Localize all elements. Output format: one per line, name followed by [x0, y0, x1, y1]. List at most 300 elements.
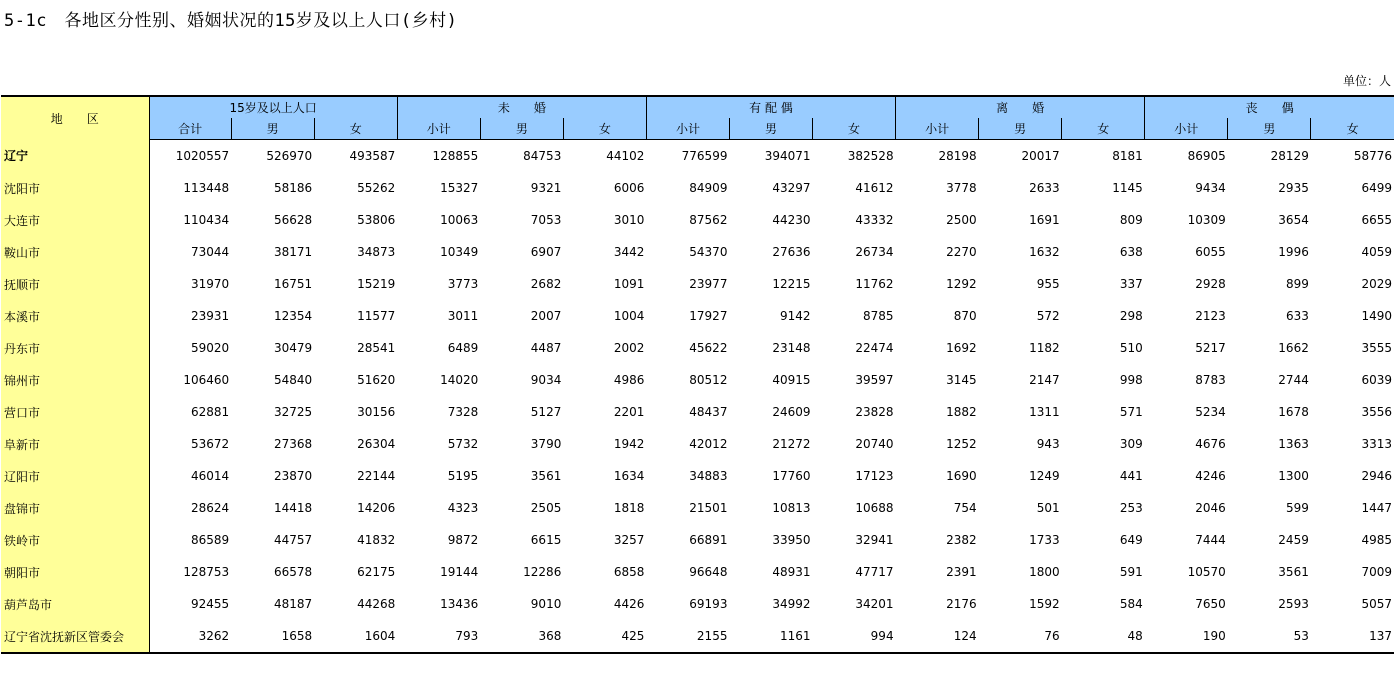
value-cell-unmarried-subtotal: 13436: [440, 597, 479, 611]
value-cell-married-female: 11762: [855, 277, 894, 291]
value-cell-unmarried-male: 5127: [530, 405, 562, 419]
value-cell-divorced-subtotal: 1292: [946, 277, 977, 291]
value-cell-unmarried-subtotal: 9872: [447, 533, 479, 547]
header-row-subs: [1, 118, 1394, 140]
value-cell-unmarried-female: 4426: [613, 597, 645, 611]
table-row: [1, 300, 1394, 332]
table-row: [1, 588, 1394, 620]
value-cell-total-subtotal: 62881: [190, 405, 230, 419]
value-cell-married-male: 27636: [772, 245, 811, 259]
value-cell-widowed-female: 2946: [1361, 469, 1392, 483]
value-cell-unmarried-male: 6615: [530, 533, 562, 547]
value-cell-unmarried-subtotal: 3011: [447, 309, 479, 323]
value-cell-divorced-female: 48: [1062, 620, 1145, 653]
sub-header-widowed-male: 男: [1228, 118, 1311, 140]
value-cell-widowed-female: 6039: [1361, 373, 1392, 387]
value-cell-unmarried-female: 1004: [613, 309, 645, 323]
value-cell-total-female: 53806: [357, 213, 396, 227]
value-cell-married-female: 20740: [855, 437, 894, 451]
value-cell-widowed-male: 1996: [1278, 245, 1309, 259]
value-cell-married-subtotal: 66891: [689, 533, 728, 547]
value-cell-unmarried-subtotal: 10063: [440, 213, 479, 227]
value-cell-married-subtotal: 45622: [689, 341, 728, 355]
region-cell: 鞍山市: [1, 236, 149, 268]
sub-header-total-subtotal: 合计: [149, 118, 231, 140]
value-cell-married-subtotal: 2155: [646, 620, 729, 653]
table-row: [1, 332, 1394, 364]
value-cell-divorced-female: 253: [1119, 501, 1143, 515]
region-cell: 葫芦岛市: [1, 588, 149, 620]
value-cell-widowed-subtotal: 4246: [1195, 469, 1226, 483]
value-cell-unmarried-subtotal: 128855: [432, 149, 479, 163]
value-cell-divorced-subtotal: 28198: [938, 149, 977, 163]
value-cell-total-subtotal: 3262: [149, 620, 231, 653]
table-row: [1, 492, 1394, 524]
value-cell-divorced-male: 1733: [1029, 533, 1060, 547]
value-cell-married-male: 40915: [772, 373, 811, 387]
value-cell-total-female: 493587: [349, 149, 396, 163]
value-cell-widowed-female: 4059: [1361, 245, 1392, 259]
table-row: [1, 364, 1394, 396]
value-cell-total-subtotal: 53672: [190, 437, 230, 451]
value-cell-total-female: 44268: [357, 597, 396, 611]
value-cell-unmarried-male: 9321: [530, 181, 562, 195]
unit-label: 单位：人: [1342, 74, 1391, 88]
group-header-married: 有 配 偶: [646, 96, 895, 118]
value-cell-married-subtotal: 34883: [689, 469, 728, 483]
region-cell: 抚顺市: [1, 268, 149, 300]
value-cell-widowed-male: 2744: [1278, 373, 1309, 387]
value-cell-married-male: 21272: [772, 437, 811, 451]
value-cell-divorced-subtotal: 3145: [946, 373, 977, 387]
value-cell-widowed-male: 2459: [1278, 533, 1309, 547]
value-cell-widowed-male: 1678: [1278, 405, 1309, 419]
value-cell-divorced-subtotal: 1692: [946, 341, 977, 355]
sub-header-total-male: 男: [231, 118, 314, 140]
value-cell-married-subtotal: 42012: [689, 437, 728, 451]
value-cell-widowed-subtotal: 7444: [1195, 533, 1226, 547]
value-cell-married-subtotal: 96648: [689, 565, 728, 579]
region-cell: 盘锦市: [1, 492, 149, 524]
value-cell-widowed-male: 1300: [1278, 469, 1309, 483]
value-cell-married-subtotal: 17927: [689, 309, 728, 323]
sub-header-total-female: 女: [314, 118, 397, 140]
region-cell: 营口市: [1, 396, 149, 428]
value-cell-total-subtotal: 31970: [190, 277, 230, 291]
value-cell-total-subtotal: 86589: [190, 533, 230, 547]
value-cell-unmarried-male: 4487: [530, 341, 562, 355]
sub-header-unmarried-female: 女: [563, 118, 646, 140]
value-cell-unmarried-female: 2201: [613, 405, 645, 419]
value-cell-divorced-subtotal: 124: [896, 620, 979, 653]
value-cell-unmarried-female: 1091: [613, 277, 645, 291]
value-cell-unmarried-subtotal: 7328: [447, 405, 479, 419]
value-cell-divorced-subtotal: 1252: [946, 437, 977, 451]
value-cell-widowed-female: 137: [1311, 620, 1394, 653]
value-cell-total-male: 23870: [274, 469, 313, 483]
value-cell-divorced-female: 638: [1119, 245, 1143, 259]
region-cell: 朝阳市: [1, 556, 149, 588]
value-cell-total-male: 30479: [274, 341, 313, 355]
value-cell-unmarried-female: 425: [563, 620, 646, 653]
value-cell-married-female: 23828: [855, 405, 894, 419]
value-cell-unmarried-male: 9034: [530, 373, 562, 387]
value-cell-unmarried-subtotal: 6489: [447, 341, 479, 355]
table-row: [1, 524, 1394, 556]
value-cell-total-subtotal: 28624: [190, 501, 230, 515]
value-cell-married-subtotal: 776599: [681, 149, 728, 163]
value-cell-divorced-subtotal: 2500: [946, 213, 977, 227]
value-cell-unmarried-subtotal: 5732: [447, 437, 479, 451]
value-cell-divorced-female: 584: [1119, 597, 1143, 611]
table-header: [1, 96, 1394, 140]
value-cell-married-female: 32941: [855, 533, 894, 547]
value-cell-widowed-male: 2935: [1278, 181, 1309, 195]
table-row: [1, 460, 1394, 492]
value-cell-total-female: 15219: [357, 277, 396, 291]
value-cell-total-male: 14418: [274, 501, 313, 515]
value-cell-total-male: 48187: [274, 597, 313, 611]
value-cell-divorced-male: 955: [1036, 277, 1060, 291]
value-cell-widowed-female: 1490: [1361, 309, 1392, 323]
region-cell: 铁岭市: [1, 524, 149, 556]
region-header: 地 区: [1, 96, 149, 140]
value-cell-total-subtotal: 73044: [190, 245, 230, 259]
value-cell-widowed-female: 6655: [1361, 213, 1392, 227]
value-cell-divorced-subtotal: 754: [953, 501, 977, 515]
value-cell-divorced-female: 591: [1119, 565, 1143, 579]
value-cell-married-male: 48931: [772, 565, 811, 579]
value-cell-divorced-male: 2633: [1029, 181, 1060, 195]
value-cell-total-male: 16751: [274, 277, 313, 291]
value-cell-married-male: 44230: [772, 213, 811, 227]
table-row: [1, 620, 1394, 653]
value-cell-unmarried-male: 9010: [530, 597, 562, 611]
value-cell-widowed-female: 58776: [1353, 149, 1392, 163]
value-cell-unmarried-male: 2682: [530, 277, 562, 291]
value-cell-total-subtotal: 92455: [190, 597, 230, 611]
value-cell-total-subtotal: 113448: [183, 181, 230, 195]
value-cell-married-female: 382528: [847, 149, 894, 163]
value-cell-total-female: 41832: [357, 533, 396, 547]
value-cell-total-male: 66578: [274, 565, 313, 579]
value-cell-widowed-subtotal: 190: [1145, 620, 1228, 653]
value-cell-married-female: 41612: [855, 181, 894, 195]
value-cell-married-male: 10813: [772, 501, 811, 515]
value-cell-widowed-subtotal: 5217: [1195, 341, 1226, 355]
sub-header-divorced-male: 男: [979, 118, 1062, 140]
value-cell-total-subtotal: 23931: [190, 309, 230, 323]
table-body: [1, 140, 1394, 654]
value-cell-married-male: 1161: [729, 620, 812, 653]
value-cell-divorced-male: 1311: [1029, 405, 1060, 419]
value-cell-total-subtotal: 110434: [183, 213, 230, 227]
value-cell-divorced-female: 510: [1119, 341, 1143, 355]
value-cell-divorced-male: 501: [1036, 501, 1060, 515]
value-cell-total-female: 26304: [357, 437, 396, 451]
value-cell-divorced-female: 809: [1119, 213, 1143, 227]
value-cell-widowed-female: 3313: [1361, 437, 1392, 451]
table-row: [1, 268, 1394, 300]
region-cell: 锦州市: [1, 364, 149, 396]
value-cell-divorced-female: 998: [1119, 373, 1143, 387]
value-cell-unmarried-male: 3790: [530, 437, 562, 451]
value-cell-total-male: 44757: [274, 533, 313, 547]
value-cell-divorced-male: 1249: [1029, 469, 1060, 483]
sub-header-widowed-female: 女: [1311, 118, 1394, 140]
value-cell-widowed-subtotal: 2046: [1195, 501, 1226, 515]
value-cell-married-subtotal: 84909: [689, 181, 728, 195]
value-cell-widowed-female: 6499: [1361, 181, 1392, 195]
value-cell-married-subtotal: 23977: [689, 277, 728, 291]
value-cell-total-female: 34873: [357, 245, 396, 259]
table-row: [1, 428, 1394, 460]
value-cell-unmarried-subtotal: 14020: [440, 373, 479, 387]
value-cell-divorced-female: 8181: [1112, 149, 1143, 163]
value-cell-widowed-male: 1662: [1278, 341, 1309, 355]
value-cell-total-female: 22144: [357, 469, 396, 483]
value-cell-married-female: 26734: [855, 245, 894, 259]
value-cell-divorced-female: 441: [1119, 469, 1143, 483]
value-cell-unmarried-subtotal: 5195: [447, 469, 479, 483]
value-cell-total-female: 1604: [314, 620, 397, 653]
group-header-unmarried: 未 婚: [397, 96, 646, 118]
value-cell-total-subtotal: 46014: [190, 469, 230, 483]
value-cell-unmarried-male: 2007: [530, 309, 562, 323]
value-cell-unmarried-male: 3561: [530, 469, 562, 483]
group-header-divorced: 离 婚: [896, 96, 1145, 118]
table-title: 5-1c 各地区分性别、婚姻状况的15岁及以上人口(乡村): [4, 11, 458, 31]
value-cell-married-male: 17760: [772, 469, 811, 483]
value-cell-total-male: 27368: [274, 437, 313, 451]
value-cell-divorced-female: 309: [1119, 437, 1143, 451]
value-cell-widowed-female: 4985: [1361, 533, 1392, 547]
sub-header-widowed-subtotal: 小计: [1145, 118, 1228, 140]
value-cell-unmarried-female: 1818: [613, 501, 645, 515]
value-cell-unmarried-male: 6907: [530, 245, 562, 259]
value-cell-divorced-subtotal: 2270: [946, 245, 977, 259]
value-cell-total-male: 1658: [231, 620, 314, 653]
value-cell-unmarried-subtotal: 10349: [440, 245, 479, 259]
value-cell-divorced-male: 76: [979, 620, 1062, 653]
value-cell-widowed-subtotal: 6055: [1195, 245, 1226, 259]
value-cell-total-male: 58186: [274, 181, 313, 195]
value-cell-widowed-subtotal: 2928: [1195, 277, 1226, 291]
value-cell-widowed-subtotal: 86905: [1187, 149, 1226, 163]
sub-header-divorced-subtotal: 小计: [896, 118, 979, 140]
table-row: [1, 396, 1394, 428]
value-cell-total-subtotal: 1020557: [175, 149, 230, 163]
value-cell-married-female: 22474: [855, 341, 894, 355]
value-cell-married-female: 39597: [855, 373, 894, 387]
value-cell-divorced-female: 298: [1119, 309, 1143, 323]
region-cell: 辽宁: [1, 140, 149, 173]
value-cell-divorced-male: 1592: [1029, 597, 1060, 611]
value-cell-widowed-male: 3654: [1278, 213, 1309, 227]
value-cell-unmarried-male: 7053: [530, 213, 562, 227]
value-cell-unmarried-subtotal: 3773: [447, 277, 479, 291]
value-cell-married-female: 47717: [855, 565, 894, 579]
value-cell-married-subtotal: 80512: [689, 373, 728, 387]
value-cell-married-male: 34992: [772, 597, 811, 611]
sub-header-unmarried-male: 男: [480, 118, 563, 140]
value-cell-unmarried-female: 3257: [613, 533, 645, 547]
value-cell-divorced-male: 2147: [1029, 373, 1060, 387]
value-cell-unmarried-female: 1942: [613, 437, 645, 451]
value-cell-widowed-male: 3561: [1278, 565, 1309, 579]
value-cell-total-subtotal: 106460: [183, 373, 230, 387]
value-cell-widowed-subtotal: 10309: [1187, 213, 1226, 227]
value-cell-total-female: 51620: [357, 373, 396, 387]
value-cell-total-subtotal: 59020: [190, 341, 230, 355]
value-cell-divorced-male: 1632: [1029, 245, 1060, 259]
value-cell-divorced-male: 1182: [1029, 341, 1060, 355]
value-cell-unmarried-subtotal: 15327: [440, 181, 479, 195]
value-cell-widowed-male: 1363: [1278, 437, 1309, 451]
value-cell-widowed-male: 633: [1285, 309, 1309, 323]
value-cell-unmarried-subtotal: 4323: [447, 501, 479, 515]
value-cell-total-male: 54840: [274, 373, 313, 387]
value-cell-total-male: 526970: [266, 149, 313, 163]
value-cell-unmarried-female: 4986: [613, 373, 645, 387]
value-cell-divorced-female: 337: [1119, 277, 1143, 291]
value-cell-widowed-subtotal: 7650: [1195, 597, 1226, 611]
value-cell-widowed-male: 28129: [1270, 149, 1309, 163]
value-cell-unmarried-male: 2505: [530, 501, 562, 515]
value-cell-unmarried-male: 84753: [523, 149, 562, 163]
value-cell-divorced-male: 943: [1036, 437, 1060, 451]
table-row: [1, 172, 1394, 204]
sub-header-divorced-female: 女: [1062, 118, 1145, 140]
value-cell-divorced-subtotal: 1690: [946, 469, 977, 483]
region-cell: 辽宁省沈抚新区管委会: [1, 620, 149, 653]
value-cell-married-female: 34201: [855, 597, 894, 611]
value-cell-widowed-female: 3556: [1361, 405, 1392, 419]
value-cell-widowed-subtotal: 2123: [1195, 309, 1226, 323]
value-cell-divorced-subtotal: 1882: [946, 405, 977, 419]
value-cell-widowed-female: 5057: [1361, 597, 1392, 611]
value-cell-total-female: 11577: [357, 309, 396, 323]
value-cell-divorced-subtotal: 2382: [946, 533, 977, 547]
value-cell-married-female: 43332: [855, 213, 894, 227]
value-cell-total-female: 30156: [357, 405, 396, 419]
value-cell-married-female: 17123: [855, 469, 894, 483]
value-cell-married-subtotal: 69193: [689, 597, 728, 611]
value-cell-divorced-male: 572: [1036, 309, 1060, 323]
value-cell-widowed-female: 7009: [1361, 565, 1392, 579]
value-cell-total-male: 12354: [274, 309, 313, 323]
value-cell-total-subtotal: 128753: [183, 565, 230, 579]
value-cell-widowed-male: 599: [1285, 501, 1309, 515]
value-cell-widowed-male: 2593: [1278, 597, 1309, 611]
value-cell-total-female: 14206: [357, 501, 396, 515]
value-cell-unmarried-female: 6858: [613, 565, 645, 579]
value-cell-unmarried-female: 2002: [613, 341, 645, 355]
value-cell-widowed-subtotal: 4676: [1195, 437, 1226, 451]
value-cell-married-subtotal: 48437: [689, 405, 728, 419]
value-cell-unmarried-female: 1634: [613, 469, 645, 483]
region-cell: 本溪市: [1, 300, 149, 332]
region-cell: 阜新市: [1, 428, 149, 460]
value-cell-unmarried-male: 12286: [523, 565, 562, 579]
value-cell-divorced-subtotal: 3778: [946, 181, 977, 195]
value-cell-unmarried-subtotal: 19144: [440, 565, 479, 579]
value-cell-divorced-subtotal: 870: [953, 309, 977, 323]
value-cell-unmarried-female: 3010: [613, 213, 645, 227]
value-cell-divorced-female: 1145: [1112, 181, 1143, 195]
value-cell-total-female: 55262: [357, 181, 396, 195]
value-cell-divorced-subtotal: 2176: [946, 597, 977, 611]
table-row: [1, 556, 1394, 588]
value-cell-married-male: 33950: [772, 533, 811, 547]
value-cell-married-male: 43297: [772, 181, 811, 195]
region-cell: 丹东市: [1, 332, 149, 364]
value-cell-widowed-subtotal: 10570: [1187, 565, 1226, 579]
value-cell-total-male: 38171: [274, 245, 313, 259]
value-cell-widowed-subtotal: 8783: [1195, 373, 1226, 387]
table-row: [1, 140, 1394, 173]
value-cell-divorced-male: 20017: [1021, 149, 1060, 163]
sub-header-married-subtotal: 小计: [646, 118, 729, 140]
region-cell: 辽阳市: [1, 460, 149, 492]
header-row-groups: [1, 96, 1394, 118]
value-cell-widowed-subtotal: 9434: [1195, 181, 1226, 195]
value-cell-divorced-subtotal: 2391: [946, 565, 977, 579]
value-cell-married-female: 8785: [863, 309, 894, 323]
table-row: [1, 236, 1394, 268]
value-cell-married-female: 10688: [855, 501, 894, 515]
value-cell-widowed-female: 3555: [1361, 341, 1392, 355]
sub-header-married-female: 女: [813, 118, 896, 140]
value-cell-widowed-subtotal: 5234: [1195, 405, 1226, 419]
value-cell-widowed-female: 1447: [1361, 501, 1392, 515]
population-table: [1, 95, 1394, 654]
value-cell-total-female: 62175: [357, 565, 396, 579]
value-cell-unmarried-female: 3442: [613, 245, 645, 259]
value-cell-widowed-female: 2029: [1361, 277, 1392, 291]
value-cell-married-subtotal: 54370: [689, 245, 728, 259]
value-cell-married-male: 23148: [772, 341, 811, 355]
value-cell-married-subtotal: 87562: [689, 213, 728, 227]
value-cell-total-male: 56628: [274, 213, 313, 227]
value-cell-married-male: 12215: [772, 277, 811, 291]
value-cell-married-male: 9142: [779, 309, 811, 323]
region-cell: 沈阳市: [1, 172, 149, 204]
value-cell-married-male: 394071: [764, 149, 811, 163]
region-cell: 大连市: [1, 204, 149, 236]
value-cell-divorced-male: 1691: [1029, 213, 1060, 227]
value-cell-divorced-male: 1800: [1029, 565, 1060, 579]
group-header-widowed: 丧 偶: [1145, 96, 1394, 118]
value-cell-divorced-female: 571: [1119, 405, 1143, 419]
value-cell-total-female: 28541: [357, 341, 396, 355]
value-cell-unmarried-male: 368: [480, 620, 563, 653]
value-cell-unmarried-female: 6006: [613, 181, 645, 195]
table-row: [1, 204, 1394, 236]
value-cell-unmarried-female: 44102: [606, 149, 645, 163]
value-cell-total-male: 32725: [274, 405, 313, 419]
value-cell-widowed-male: 899: [1285, 277, 1309, 291]
value-cell-married-subtotal: 21501: [689, 501, 728, 515]
sub-header-unmarried-subtotal: 小计: [397, 118, 480, 140]
value-cell-unmarried-subtotal: 793: [397, 620, 480, 653]
value-cell-married-female: 994: [813, 620, 896, 653]
sub-header-married-male: 男: [729, 118, 812, 140]
value-cell-divorced-female: 649: [1119, 533, 1143, 547]
value-cell-widowed-male: 53: [1228, 620, 1311, 653]
value-cell-married-male: 24609: [772, 405, 811, 419]
group-header-total: 15岁及以上人口: [149, 96, 397, 118]
